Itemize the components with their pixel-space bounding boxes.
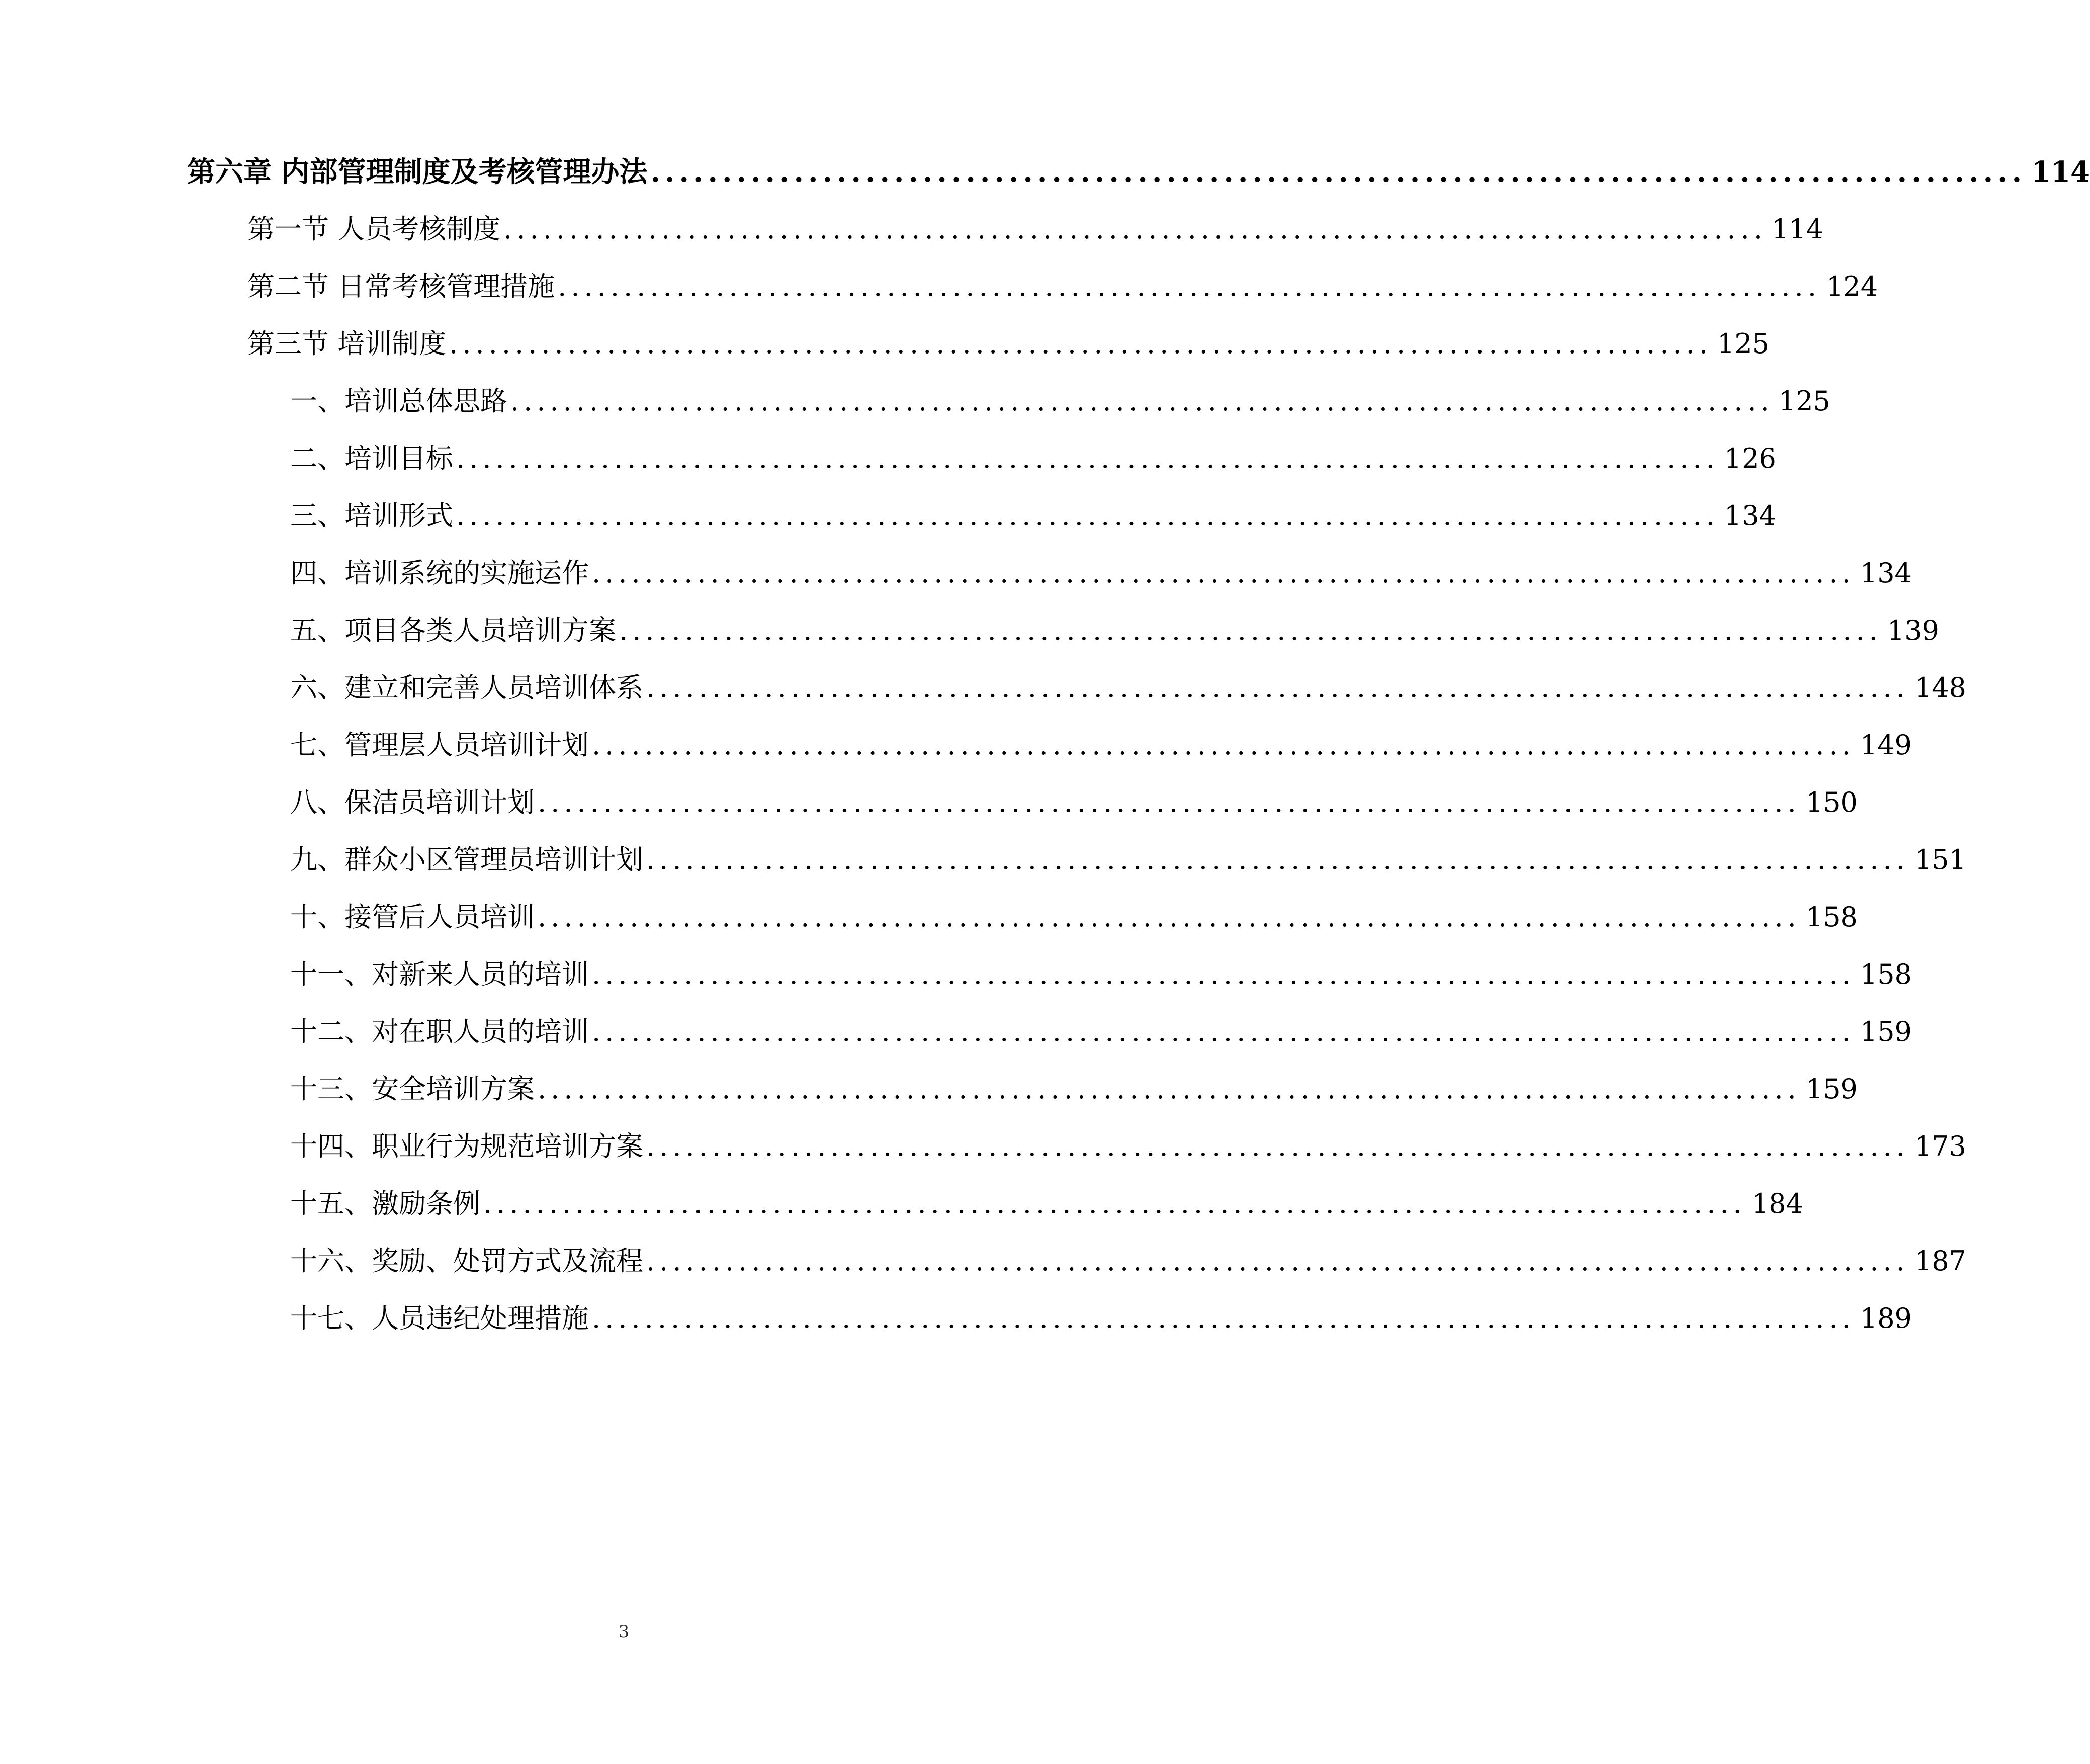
- toc-dot-leader: ................................................................................................: [538, 786, 1801, 818]
- toc-entry-item-15[interactable]: [290, 1182, 1803, 1222]
- toc-entry-item-10[interactable]: [290, 896, 1858, 936]
- toc-entry-item-3[interactable]: [290, 494, 1776, 535]
- toc-dot-leader: ................................................................................................: [646, 672, 1909, 703]
- toc-entry-label: 七、管理层人员培训计划: [290, 729, 589, 761]
- toc-entry-label: 第二节 日常考核管理措施: [247, 271, 555, 302]
- toc-entry-label: 八、保洁员培训计划: [290, 786, 535, 818]
- page-number: 3: [618, 1622, 630, 1642]
- toc-entry-label: 十三、安全培训方案: [290, 1073, 535, 1105]
- toc-entry-page: 125: [1778, 385, 1831, 417]
- toc-entry-chapter-6[interactable]: [187, 150, 2090, 190]
- toc-entry-page: 151: [1914, 844, 1966, 875]
- toc-dot-leader: ................................................................................................: [619, 614, 1882, 646]
- toc-entry-item-1[interactable]: [290, 380, 1831, 420]
- toc-entry-item-4[interactable]: [290, 552, 1912, 592]
- toc-entry-label: 三、培训形式: [290, 500, 453, 532]
- toc-entry-page: 124: [1826, 271, 1878, 302]
- toc-entry-item-13[interactable]: [290, 1068, 1858, 1108]
- toc-entry-section-3[interactable]: [247, 322, 1770, 363]
- toc-dot-leader: ................................................................................................: [538, 901, 1801, 933]
- toc-entry-item-7[interactable]: [290, 724, 1912, 764]
- toc-entry-page: 150: [1805, 786, 1858, 818]
- toc-entry-page: 159: [1805, 1073, 1858, 1105]
- toc-entry-label: 十、接管后人员培训: [290, 901, 535, 933]
- toc-entry-page: 159: [1860, 1016, 1912, 1047]
- toc-entry-label: 九、群众小区管理员培训计划: [290, 844, 643, 875]
- toc-entry-label: 十二、对在职人员的培训: [290, 1016, 589, 1047]
- toc-entry-label: 五、项目各类人员培训方案: [290, 614, 616, 646]
- toc-entry-page: 148: [1914, 672, 1966, 703]
- toc-entry-page: 139: [1887, 614, 1939, 646]
- toc-dot-leader: ................................................................................................: [456, 443, 1719, 474]
- toc-entry-label: 第一节 人员考核制度: [247, 213, 501, 245]
- toc-entry-page: 173: [1914, 1130, 1966, 1162]
- toc-dot-leader: ................................................................................................: [646, 1130, 1909, 1162]
- toc-entry-page: 134: [1860, 557, 1912, 589]
- toc-entry-item-6[interactable]: [290, 666, 1966, 707]
- toc-dot-leader: ................................................................................................: [538, 1073, 1801, 1105]
- toc-dot-leader: ................................................................................................: [483, 1188, 1747, 1219]
- toc-entry-page: 114: [2031, 155, 2090, 189]
- toc-entry-page: 134: [1724, 500, 1776, 532]
- toc-entry-label: 第六章 内部管理制度及考核管理办法: [187, 155, 648, 189]
- toc-entry-item-11[interactable]: [290, 953, 1912, 993]
- toc-dot-leader: ................................................................................................: [449, 328, 1713, 360]
- toc-entry-page: 187: [1914, 1245, 1966, 1277]
- toc-entry-page: 114: [1772, 213, 1824, 245]
- toc-entry-label: 六、建立和完善人员培训体系: [290, 672, 643, 703]
- toc-entry-page: 149: [1860, 729, 1912, 761]
- toc-dot-leader: ................................................................................................: [592, 1016, 1855, 1047]
- toc-entry-item-8[interactable]: [290, 781, 1858, 821]
- toc-dot-leader: ................................................................................................: [456, 500, 1719, 532]
- toc-dot-leader: ................................................................................................: [650, 155, 2027, 189]
- toc-entry-label: 四、培训系统的实施运作: [290, 557, 589, 589]
- toc-dot-leader: ................................................................................................: [592, 1302, 1855, 1334]
- toc-entry-item-9[interactable]: [290, 838, 1966, 878]
- toc-dot-leader: ................................................................................................: [558, 271, 1821, 302]
- toc-entry-label: 十六、奖励、处罚方式及流程: [290, 1245, 643, 1277]
- toc-dot-leader: ................................................................................................: [646, 844, 1909, 875]
- toc-entry-page: 158: [1860, 958, 1912, 990]
- toc-entry-label: 二、培训目标: [290, 443, 453, 474]
- toc-entry-item-16[interactable]: [290, 1240, 1966, 1280]
- toc-entry-label: 十四、职业行为规范培训方案: [290, 1130, 643, 1162]
- toc-dot-leader: ................................................................................................: [510, 385, 1774, 417]
- toc-entry-item-2[interactable]: [290, 437, 1776, 477]
- toc-dot-leader: ................................................................................................: [592, 557, 1855, 589]
- toc-entry-item-5[interactable]: [290, 609, 1939, 649]
- toc-entry-section-1[interactable]: [247, 208, 1824, 248]
- toc-entry-item-14[interactable]: [290, 1125, 1966, 1165]
- toc-entry-page: 125: [1717, 328, 1770, 360]
- toc-entry-label: 第三节 培训制度: [247, 328, 447, 360]
- toc-entry-label: 十五、激励条例: [290, 1188, 480, 1219]
- toc-entry-section-2[interactable]: [247, 265, 1878, 305]
- toc-dot-leader: ................................................................................................: [646, 1245, 1909, 1277]
- toc-entry-label: 一、培训总体思路: [290, 385, 507, 417]
- toc-entry-label: 十七、人员违纪处理措施: [290, 1302, 589, 1334]
- toc-entry-page: 158: [1805, 901, 1858, 933]
- toc-dot-leader: ................................................................................................: [592, 729, 1855, 761]
- toc-entry-page: 126: [1724, 443, 1776, 474]
- toc-entry-item-17[interactable]: [290, 1297, 1912, 1337]
- toc-entry-item-12[interactable]: [290, 1010, 1912, 1050]
- toc-entry-label: 十一、对新来人员的培训: [290, 958, 589, 990]
- toc-dot-leader: ................................................................................................: [592, 958, 1855, 990]
- toc-dot-leader: ................................................................................................: [503, 213, 1767, 245]
- toc-entry-page: 184: [1751, 1188, 1803, 1219]
- toc-entry-page: 189: [1860, 1302, 1912, 1334]
